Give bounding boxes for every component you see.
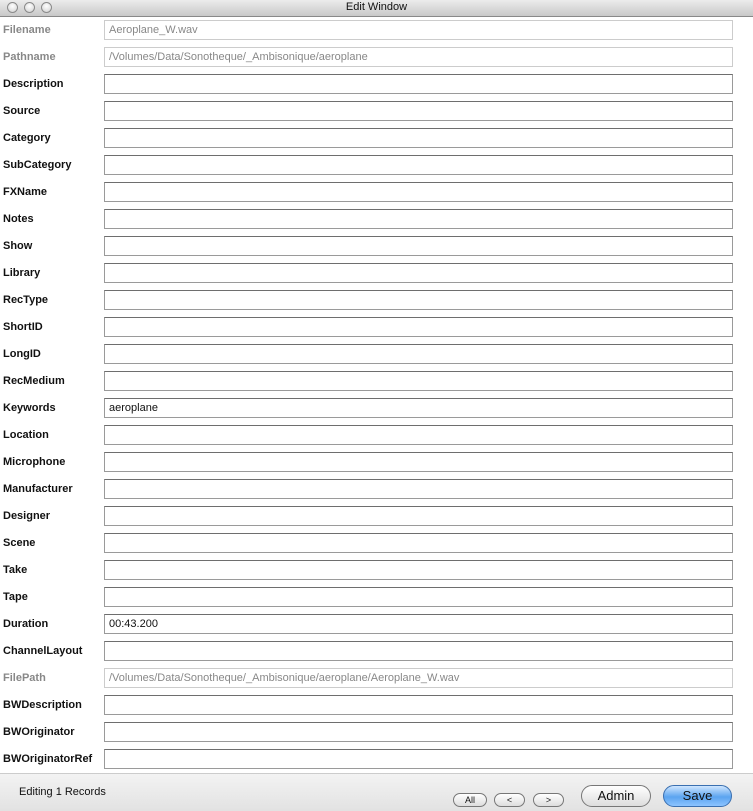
all-button[interactable]: All xyxy=(453,793,487,807)
field-row-bwdescription xyxy=(0,692,753,719)
longid-field[interactable] xyxy=(104,344,733,364)
notes-label: Notes xyxy=(3,213,34,225)
library-field[interactable] xyxy=(104,263,733,283)
shortid-field[interactable] xyxy=(104,317,733,337)
field-row-shortid xyxy=(0,314,753,341)
tape-label: Tape xyxy=(3,591,28,603)
field-row-channellayout xyxy=(0,638,753,665)
field-row-bworiginator xyxy=(0,719,753,746)
field-row-keywords xyxy=(0,395,753,422)
bworiginatorref-label: BWOriginatorRef xyxy=(3,753,93,765)
filename-field: Aeroplane_W.wav xyxy=(104,20,733,40)
source-field[interactable] xyxy=(104,101,733,121)
manufacturer-label: Manufacturer xyxy=(3,483,73,495)
bworiginatorref-field[interactable] xyxy=(104,749,733,769)
duration-label: Duration xyxy=(3,618,49,630)
filepath-label: FilePath xyxy=(3,672,46,684)
microphone-label: Microphone xyxy=(3,456,66,468)
field-row-library xyxy=(0,260,753,287)
category-label: Category xyxy=(3,132,51,144)
admin-button[interactable]: Admin xyxy=(581,785,651,807)
keywords-field[interactable]: aeroplane xyxy=(104,398,733,418)
shortid-label: ShortID xyxy=(3,321,43,333)
field-row-location xyxy=(0,422,753,449)
save-button[interactable]: Save xyxy=(663,785,732,807)
description-field[interactable] xyxy=(104,74,733,94)
recmedium-label: RecMedium xyxy=(3,375,65,387)
bworiginator-field[interactable] xyxy=(104,722,733,742)
longid-label: LongID xyxy=(3,348,41,360)
filepath-field: /Volumes/Data/Sonotheque/_Ambisonique/aeroplane/Aeroplane_W.wav xyxy=(104,668,733,688)
scene-field[interactable] xyxy=(104,533,733,553)
subcategory-field[interactable] xyxy=(104,155,733,175)
fxname-field[interactable] xyxy=(104,182,733,202)
take-label: Take xyxy=(3,564,28,576)
channellayout-field[interactable] xyxy=(104,641,733,661)
rectype-label: RecType xyxy=(3,294,49,306)
window-title: Edit Window xyxy=(345,1,408,13)
show-field[interactable] xyxy=(104,236,733,256)
field-row-tape xyxy=(0,584,753,611)
next-button[interactable]: > xyxy=(533,793,564,807)
keywords-label: Keywords xyxy=(3,402,56,414)
fxname-label: FXName xyxy=(3,186,48,198)
field-row-manufacturer xyxy=(0,476,753,503)
status-text: Editing 1 Records xyxy=(19,786,106,798)
previous-button[interactable]: < xyxy=(494,793,525,807)
take-field[interactable] xyxy=(104,560,733,580)
category-field[interactable] xyxy=(104,128,733,148)
footer-bar xyxy=(0,773,753,811)
field-row-show xyxy=(0,233,753,260)
title-bar xyxy=(0,0,753,17)
field-row-scene xyxy=(0,530,753,557)
channellayout-label: ChannelLayout xyxy=(3,645,83,657)
designer-field[interactable] xyxy=(104,506,733,526)
duration-field[interactable]: 00:43.200 xyxy=(104,614,733,634)
location-label: Location xyxy=(3,429,49,441)
location-field[interactable] xyxy=(104,425,733,445)
manufacturer-field[interactable] xyxy=(104,479,733,499)
field-row-filepath xyxy=(0,665,753,692)
bwdescription-field[interactable] xyxy=(104,695,733,715)
subcategory-label: SubCategory xyxy=(3,159,72,171)
field-row-recmedium xyxy=(0,368,753,395)
rectype-field[interactable] xyxy=(104,290,733,310)
field-row-duration xyxy=(0,611,753,638)
field-list xyxy=(0,17,753,773)
field-row-category xyxy=(0,125,753,152)
designer-label: Designer xyxy=(3,510,51,522)
field-row-subcategory xyxy=(0,152,753,179)
library-label: Library xyxy=(3,267,41,279)
pathname-field: /Volumes/Data/Sonotheque/_Ambisonique/aeroplane xyxy=(104,47,733,67)
tape-field[interactable] xyxy=(104,587,733,607)
field-row-pathname xyxy=(0,44,753,71)
field-row-take xyxy=(0,557,753,584)
field-row-longid xyxy=(0,341,753,368)
filename-label: Filename xyxy=(3,24,51,36)
description-label: Description xyxy=(3,78,64,90)
field-row-filename xyxy=(0,17,753,44)
scene-label: Scene xyxy=(3,537,36,549)
bworiginator-label: BWOriginator xyxy=(3,726,75,738)
source-label: Source xyxy=(3,105,41,117)
field-row-notes xyxy=(0,206,753,233)
field-row-fxname xyxy=(0,179,753,206)
field-row-designer xyxy=(0,503,753,530)
recmedium-field[interactable] xyxy=(104,371,733,391)
bwdescription-label: BWDescription xyxy=(3,699,82,711)
notes-field[interactable] xyxy=(104,209,733,229)
pathname-label: Pathname xyxy=(3,51,56,63)
field-row-microphone xyxy=(0,449,753,476)
field-row-rectype xyxy=(0,287,753,314)
field-row-bworiginatorref xyxy=(0,746,753,773)
field-row-source xyxy=(0,98,753,125)
microphone-field[interactable] xyxy=(104,452,733,472)
field-row-description xyxy=(0,71,753,98)
show-label: Show xyxy=(3,240,33,252)
